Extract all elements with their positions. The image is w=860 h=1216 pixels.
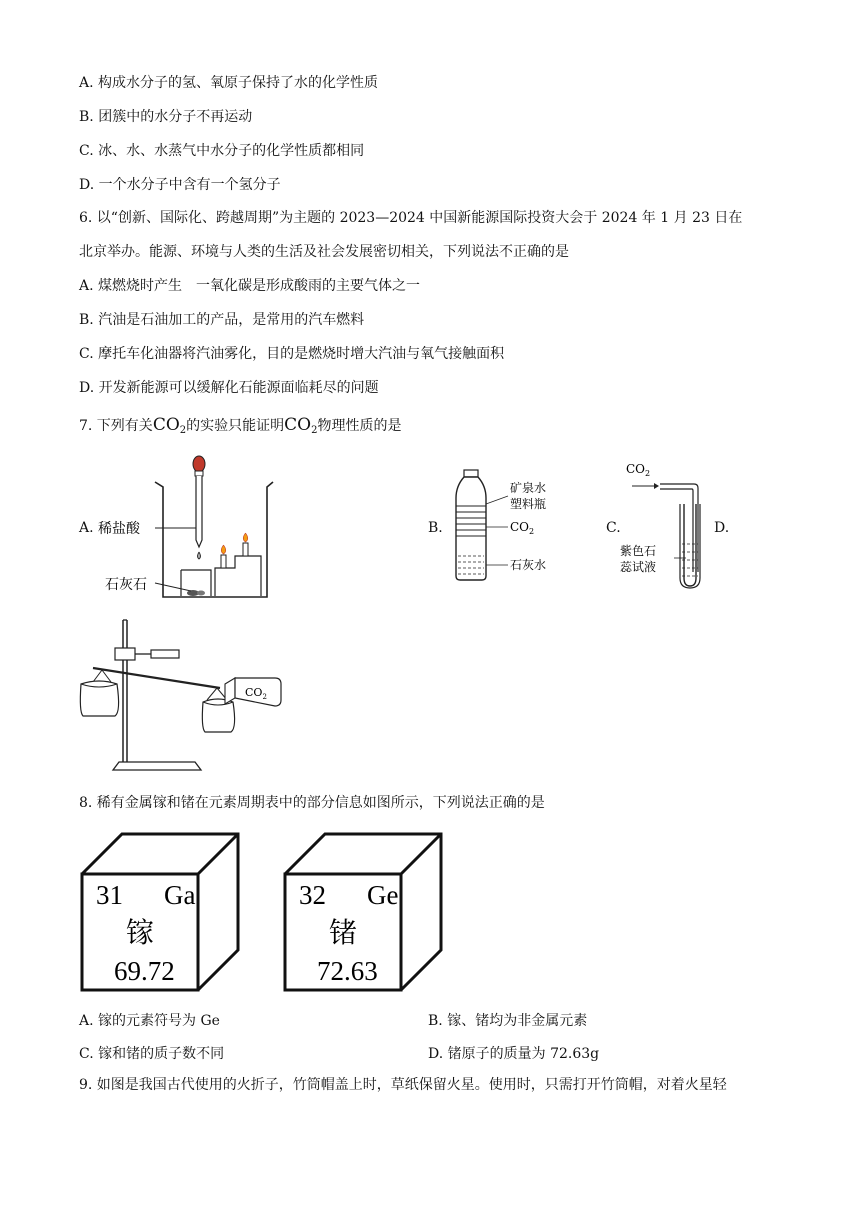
q5-option-b: B. 团簇中的水分子不再运动 bbox=[79, 109, 253, 125]
fig-b-gas-label bbox=[510, 520, 534, 536]
fig-b-bottle-label-1: 矿泉水 bbox=[510, 481, 547, 495]
ge-atomic-mass: 72.63 bbox=[317, 956, 378, 986]
element-card-ge bbox=[283, 832, 443, 992]
fig-d-gas-sub: 2 bbox=[262, 693, 267, 701]
q8-stem: 8. 稀有金属镓和锗在元素周期表中的部分信息如图所示，下列说法正确的是 bbox=[79, 795, 545, 811]
fig-b-bottle-label-2: 塑料瓶 bbox=[510, 497, 547, 511]
ga-atomic-mass: 69.72 bbox=[114, 956, 175, 986]
fig-b-gas-sub: 2 bbox=[529, 527, 535, 536]
figure-d-balance bbox=[75, 612, 290, 782]
q7-co-text-2: CO bbox=[284, 415, 312, 435]
ge-atomic-number: 32 bbox=[299, 880, 326, 910]
q6-option-a: A. 煤燃烧时产生 一氧化碳是形成酸雨的主要气体之一 bbox=[79, 278, 421, 294]
q8-option-d: D. 锗原子的质量为 72.63g bbox=[428, 1046, 600, 1062]
fig-b-lime-label: 石灰水 bbox=[510, 558, 547, 572]
q7-co2-formula-2 bbox=[284, 415, 317, 435]
q6-stem-line1: 6. 以“创新、国际化、跨越周期”为主题的 2023—2024 中国新能源国际投资大会于 2024 年 1 月 23 日在 bbox=[79, 210, 743, 226]
q7-co-text: CO bbox=[152, 415, 180, 435]
q7-stem-prefix: 7. 下列有关 bbox=[79, 418, 153, 434]
q7-label-a: A. bbox=[79, 520, 94, 536]
q8-option-c: C. 镓和锗的质子数不同 bbox=[79, 1046, 225, 1062]
q5-option-a: A. 构成水分子的氢、氧原子保持了水的化学性质 bbox=[79, 75, 379, 91]
q5-option-c: C. 冰、水、水蒸气中水分子的化学性质都相同 bbox=[79, 143, 365, 159]
element-card-ga bbox=[80, 832, 240, 992]
q7-stem-suffix: 物理性质的是 bbox=[317, 418, 402, 434]
q7-co-sub-2: 2 bbox=[311, 425, 318, 436]
fig-a-acid-label: 稀盐酸 bbox=[98, 521, 140, 537]
ge-name: 锗 bbox=[329, 916, 358, 949]
fig-c-gas-sub: 2 bbox=[645, 469, 651, 478]
figure-b-bottle bbox=[450, 468, 570, 583]
q7-stem-mid: 的实验只能证明 bbox=[186, 418, 285, 434]
ga-symbol: Ga bbox=[164, 880, 196, 910]
q7-label-c: C. bbox=[606, 520, 621, 536]
q6-option-c: C. 摩托车化油器将汽油雾化，目的是燃烧时增大汽油与氧气接触面积 bbox=[79, 346, 505, 362]
fig-d-gas-text: CO bbox=[245, 686, 263, 699]
ge-symbol: Ge bbox=[367, 880, 399, 910]
fig-b-gas-text: CO bbox=[510, 520, 530, 534]
q6-stem-line2: 北京举办。能源、环境与人类的生活及社会发展密切相关，下列说法不正确的是 bbox=[79, 244, 569, 260]
q7-label-b: B. bbox=[428, 520, 443, 536]
q7-label-d: D. bbox=[714, 520, 730, 536]
figure-c-test-tube bbox=[620, 460, 720, 590]
fig-c-gas-text: CO bbox=[626, 462, 646, 476]
q6-option-d: D. 开发新能源可以缓解化石能源面临耗尽的问题 bbox=[79, 380, 379, 396]
q7-stem bbox=[79, 416, 401, 440]
q5-option-d: D. 一个水分子中含有一个氢分子 bbox=[79, 177, 281, 193]
fig-c-litmus-label-2: 蕊试液 bbox=[620, 560, 657, 574]
q7-co-sub: 2 bbox=[179, 425, 187, 436]
q8-option-b: B. 镓、锗均为非金属元素 bbox=[428, 1013, 588, 1029]
ga-atomic-number: 31 bbox=[96, 880, 123, 910]
figure-a-beaker-candles bbox=[95, 455, 275, 605]
q7-co2-formula bbox=[153, 415, 186, 435]
q9-stem: 9. 如图是我国古代使用的火折子，竹筒帽盖上时，草纸保留火星。使用时，只需打开竹筒帽，对着火星轻 bbox=[79, 1077, 727, 1093]
ga-name: 镓 bbox=[126, 916, 155, 949]
fig-c-gas-label bbox=[626, 462, 650, 478]
q8-option-a: A. 镓的元素符号为 Ge bbox=[79, 1013, 220, 1029]
fig-a-limestone-label: 石灰石 bbox=[105, 577, 147, 593]
fig-c-litmus-label-1: 紫色石 bbox=[620, 544, 657, 558]
q6-option-b: B. 汽油是石油加工的产品，是常用的汽车燃料 bbox=[79, 312, 365, 328]
